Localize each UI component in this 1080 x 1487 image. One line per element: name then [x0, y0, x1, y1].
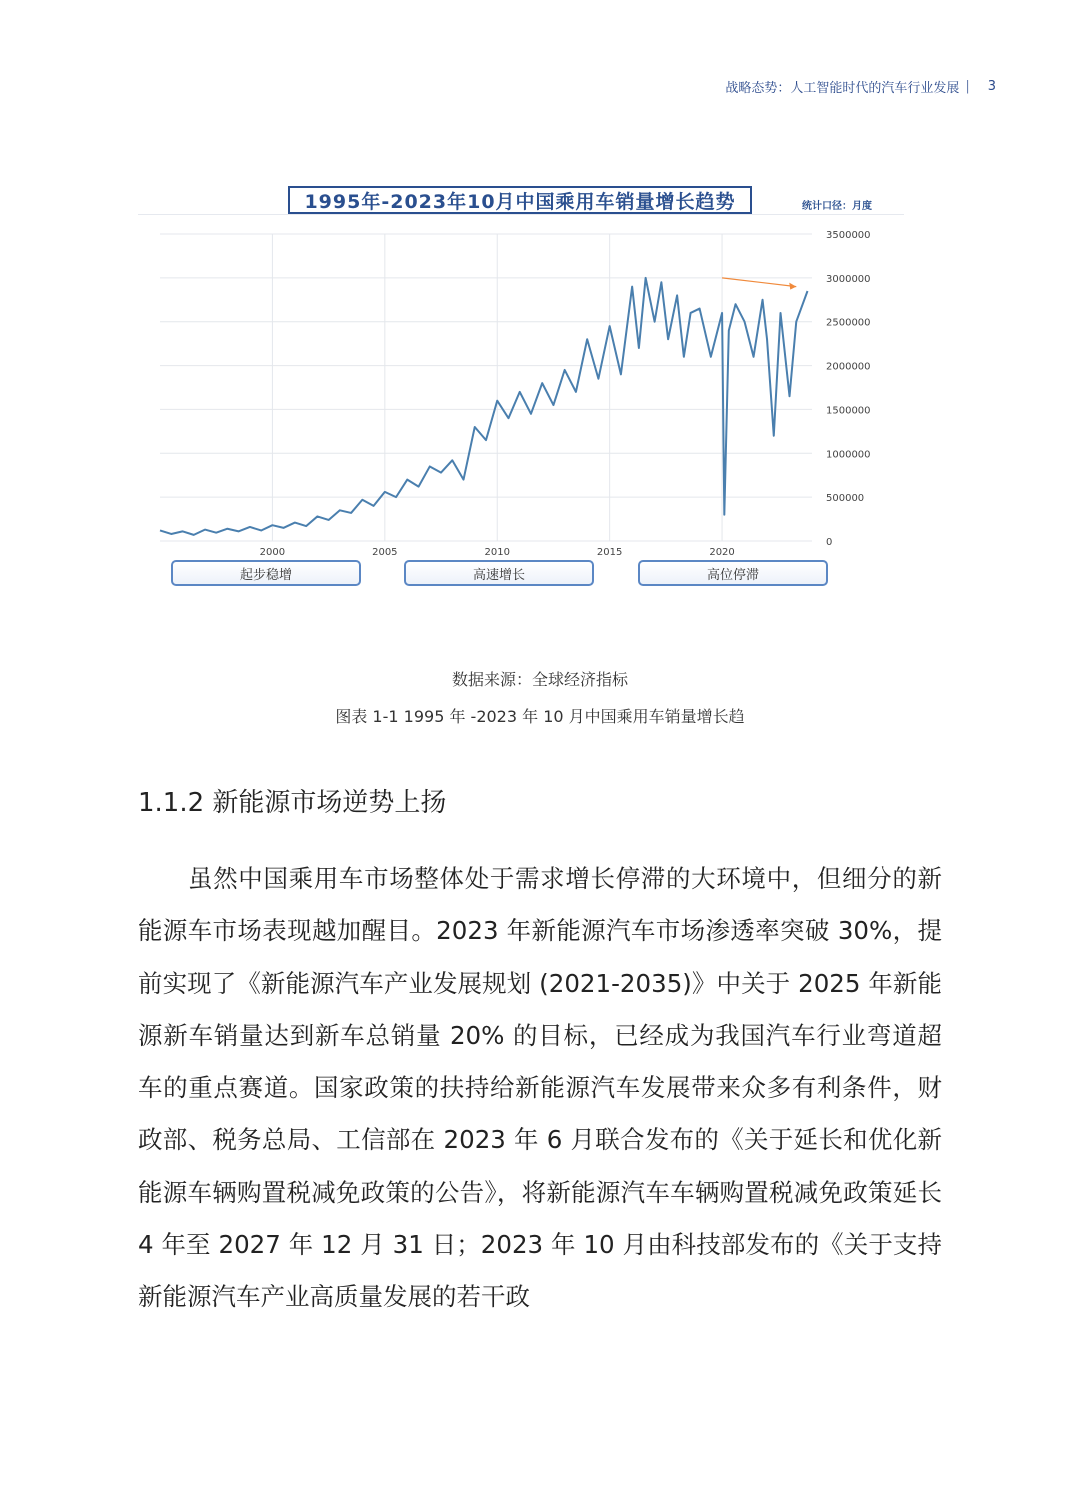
data-source: 数据来源：全球经济指标	[451, 670, 628, 689]
y-tick-label: 3000000	[826, 273, 871, 285]
page-number: 3	[987, 78, 996, 94]
trend-arrow-head	[789, 283, 796, 290]
header-separator: |	[965, 78, 970, 94]
header-title: 战略态势：人工智能时代的汽车行业发展	[725, 80, 960, 96]
chart-note: 统计口径：月度	[802, 201, 872, 212]
trend-arrow-line	[722, 278, 796, 287]
x-tick-label: 2015	[596, 547, 623, 556]
x-tick-label: 2005	[372, 547, 398, 556]
phase-label-start: 起步稳增	[171, 560, 361, 586]
y-tick-label: 500000	[826, 493, 865, 505]
y-tick-label: 2500000	[826, 317, 871, 329]
phase-label-stagnation: 高位停滞	[638, 560, 828, 586]
x-tick-label: 2010	[484, 547, 510, 556]
figure-caption: 图表 1-1 1995 年 -2023 年 10 月中国乘用车销量增长趋	[335, 707, 745, 726]
y-tick-label: 1500000	[826, 405, 871, 417]
running-header	[725, 74, 996, 98]
chart-plot-area	[138, 222, 904, 556]
sales-series-line	[160, 278, 808, 535]
x-tick-label: 2000	[259, 547, 286, 556]
sales-trend-chart	[138, 182, 904, 592]
section-heading: 1.1.2 新能源市场逆势上扬	[138, 788, 447, 818]
y-tick-label: 0	[826, 537, 833, 548]
phase-label-growth: 高速增长	[404, 560, 594, 586]
chart-divider	[138, 214, 904, 215]
y-tick-label: 2000000	[826, 361, 871, 373]
y-tick-label: 1000000	[826, 449, 871, 461]
x-tick-label: 2020	[709, 547, 735, 556]
chart-title: 1995年-2023年10月中国乘用车销量增长趋势	[288, 186, 752, 214]
y-tick-label: 3500000	[826, 230, 871, 241]
body-paragraph: 虽然中国乘用车市场整体处于需求增长停滞的大环境中，但细分的新能源车市场表现越加醒目。2023 年新能源汽车市场渗透率突破 30%，提前实现了《新能源汽车产业发展规划 (2021-2035)》中关于 2025 年新能源新车销量达到新车总销量 20% 的目标，已经成为我国汽车行业弯道超车的重点赛道。国家政策的扶持给新能源汽车发展带来众多有利条件，财政部、税务总局、工信部在 2023 年 6 月联合发布的《关于延长和优化新能源车辆购置税减免政策的公告》，将新能源汽车车辆购置税减免政策延长 4 年至 2027 年 12 月 31 日；2023 年 10 月由科技部发布的《关于支持新能源汽车产业高质量发展的若干政	[138, 864, 942, 1312]
